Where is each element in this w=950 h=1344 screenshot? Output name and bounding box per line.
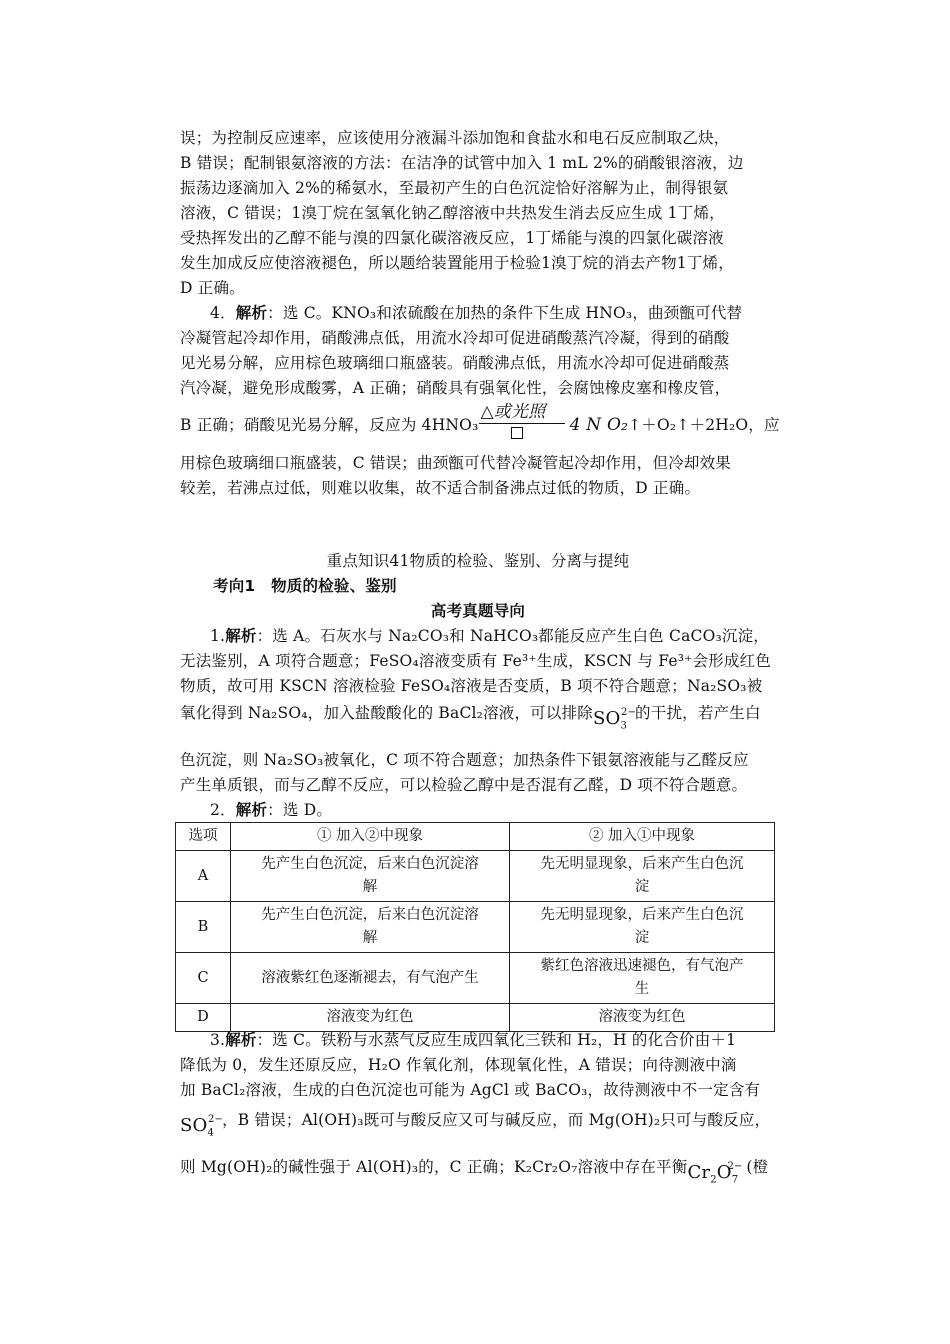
table-row — [176, 1004, 775, 1032]
q1-line-1 — [210, 626, 776, 646]
option-cell: A — [176, 851, 231, 902]
ion-symbol: O — [716, 1162, 732, 1183]
header-cell: ① 加入②中现象 — [231, 823, 510, 851]
condition-text: △或光照 — [480, 402, 546, 422]
q2-text: ：选 D。 — [267, 801, 333, 819]
q1-ion-line — [180, 703, 776, 732]
sulfite-ion — [592, 707, 637, 732]
text-segment: 的干扰，若产生白 — [635, 704, 761, 722]
q4-label: 解析 — [235, 303, 268, 322]
ion-subscript: 4 — [207, 1127, 215, 1139]
table-cell — [510, 851, 775, 902]
equation-reactant: B 正确；硝酸见光易分解，反应为 4HNO₃ — [180, 416, 479, 434]
option-cell: B — [176, 902, 231, 953]
table-cell: 溶液变为红色 — [231, 1004, 510, 1032]
cell-line: 先产生白色沉淀，后来白色沉淀溶 — [261, 856, 479, 872]
table-cell: 溶液变为红色 — [510, 1004, 775, 1032]
option-cell: D — [176, 1004, 231, 1032]
q3-ion-line — [180, 1110, 776, 1139]
ion-symbol: SO — [180, 1115, 208, 1136]
text-line: 色沉淀，则 Na₂SO₃被氧化，C 项不符合题意；加热条件下银氨溶液能与乙醛反应 — [180, 751, 749, 769]
section-title: 重点知识41物质的检验、鉴别、分离与提纯 — [326, 552, 630, 570]
options-table — [175, 822, 775, 1032]
text-line: D 正确。 — [180, 279, 245, 297]
equation-rest: ↑＋O₂↑＋2H₂O，应 — [628, 416, 780, 434]
sulfate-ion — [180, 1114, 224, 1139]
ion-symbol: Cr — [687, 1162, 711, 1183]
header-cell: 选项 — [176, 823, 231, 851]
section-subheading: 高考真题导向 — [430, 602, 526, 620]
text-line: 无法鉴别，A 项符合题意；FeSO₄溶液变质有 Fe³⁺生成，KSCN 与 Fe³⁺会形成红色 — [180, 652, 771, 670]
ion-subscript: 3 — [620, 720, 628, 732]
table-cell — [231, 902, 510, 953]
table-cell — [231, 851, 510, 902]
q2-label: 解析 — [235, 800, 268, 819]
q1-label: 解析 — [225, 626, 257, 645]
text-line: 较差，若沸点过低，则难以收集，故不适合制备沸点过低的物质，D 正确。 — [180, 479, 701, 497]
table-row — [176, 851, 775, 902]
table-row — [176, 902, 775, 953]
cell-line: 淀 — [634, 879, 650, 895]
dichromate-ion — [687, 1161, 743, 1186]
section-subtitle: 考向1 物质的检验、鉴别 — [213, 577, 397, 595]
cell-line: 先产生白色沉淀，后来白色沉淀溶 — [261, 907, 479, 923]
text-segment: (橙 — [746, 1158, 769, 1176]
equation-product: 4 N O₂ — [569, 415, 629, 435]
cell-line: 先无明显现象，后来产生白色沉 — [540, 856, 744, 872]
cell-line: 紫红色溶液迅速褪色，有气泡产 — [540, 958, 744, 974]
q4-text: ：选 C。KNO₃和浓硫酸在加热的条件下生成 HNO₃，曲颈甑可代替 — [267, 304, 743, 322]
q3-ion-line-2 — [180, 1157, 776, 1186]
cell-line: 解 — [362, 930, 378, 946]
text-segment: 则 Mg(OH)₂的碱性强于 Al(OH)₃的，C 正确；K₂Cr₂O₇溶液中存在平衡 — [180, 1158, 688, 1176]
cell-line: 先无明显现象，后来产生白色沉 — [540, 907, 744, 923]
q4-equation-line — [180, 402, 780, 435]
q3-text: ：选 C。铁粉与水蒸气反应生成四氧化三铁和 H₂，H 的化合价由＋1 — [256, 1031, 737, 1049]
table-cell — [510, 953, 775, 1004]
text-line: 降低为 0，发生还原反应，H₂O 作氧化剂，体现氧化性，A 错误；向待测液中滴 — [180, 1056, 737, 1074]
ion-subscript: 7 — [731, 1174, 739, 1186]
q2-number: 2． — [210, 801, 236, 819]
text-line: 物质，故可用 KSCN 溶液检验 FeSO₄溶液是否变质，B 项不符合题意；Na₂SO₃被 — [180, 677, 763, 695]
text-line: 汽冷凝，避免形成酸雾，A 正确；硝酸具有强氧化性，会腐蚀橡皮塞和橡皮管， — [180, 379, 731, 397]
text-line: 产生单质银，而与乙醇不反应，可以检验乙醇中是否混有乙醛，D 项不符合题意。 — [180, 776, 748, 794]
text-line: 发生加成反应使溶液褪色，所以题给装置能用于检验1溴丁烷的消去产物1丁烯， — [180, 254, 734, 272]
q1-number: 1. — [210, 627, 226, 645]
text-line: 加 BaCl₂溶液，生成的白色沉淀也可能为 AgCl 或 BaCO₃，故待测液中不一定含有 — [180, 1081, 761, 1099]
q4-line-1 — [210, 303, 776, 323]
cell-line: 解 — [362, 879, 378, 895]
q3-line-1 — [210, 1030, 776, 1050]
text-line: 用棕色玻璃细口瓶盛装，C 错误；曲颈甑可代替冷凝管起冷却作用，但冷却效果 — [180, 454, 731, 472]
text-line: 见光易分解，应用棕色玻璃细口瓶盛装。硝酸沸点低，用流水冷却可促进硝酸蒸 — [180, 354, 730, 372]
header-cell: ② 加入①中现象 — [510, 823, 775, 851]
ion-subscript: 2 — [710, 1174, 717, 1186]
table-header-row — [176, 823, 775, 851]
table-row — [176, 953, 775, 1004]
ion-symbol: SO — [592, 708, 621, 729]
reaction-condition — [479, 402, 565, 434]
ion-charge: 2− — [620, 707, 637, 718]
cell-line: 生 — [634, 981, 650, 997]
text-segment: ，B 错误；Al(OH)₃既可与酸反应又可与碱反应，而 Mg(OH)₂只可与酸反应， — [222, 1111, 771, 1129]
text-line: 误；为控制反应速率，应该使用分液漏斗添加饱和食盐水和电石反应制取乙炔， — [180, 129, 730, 147]
table-cell: 溶液紫红色逐渐褪去，有气泡产生 — [231, 953, 510, 1004]
option-cell: C — [176, 953, 231, 1004]
text-line: 振荡边逐滴加入 2%的稀氨水，至最初产生的白色沉淀恰好溶解为止，制得银氨 — [180, 179, 729, 197]
q3-number: 3. — [210, 1031, 226, 1049]
ion-charge: 2− — [727, 1161, 743, 1172]
q2-line — [210, 800, 776, 820]
q4-number: 4． — [210, 304, 236, 322]
q1-text: ：选 A。石灰水与 Na₂CO₃和 NaHCO₃都能反应产生白色 CaCO₃沉淀， — [256, 627, 769, 645]
text-line: 受热挥发出的乙醇不能与溴的四氯化碳溶液反应，1丁烯能与溴的四氯化碳溶液 — [180, 229, 724, 247]
ion-charge: 2− — [208, 1114, 224, 1125]
table-cell — [510, 902, 775, 953]
text-line: B 错误；配制银氨溶液的方法：在洁净的试管中加入 1 mL 2%的硝酸银溶液，边 — [180, 154, 744, 172]
text-segment: 氧化得到 Na₂SO₄，加入盐酸酸化的 BaCl₂溶液，可以排除 — [180, 704, 593, 722]
text-line: 溶液，C 错误；1溴丁烷在氢氧化钠乙醇溶液中共热发生消去反应生成 1丁烯， — [180, 204, 725, 222]
reaction-bar — [479, 423, 565, 424]
text-line: 冷凝管起冷却作用，硝酸沸点低，用流水冷却可促进硝酸蒸汽冷凝，得到的硝酸 — [180, 329, 730, 347]
cell-line: 淀 — [634, 930, 650, 946]
q3-label: 解析 — [225, 1030, 257, 1049]
placeholder-box-icon — [511, 427, 523, 439]
